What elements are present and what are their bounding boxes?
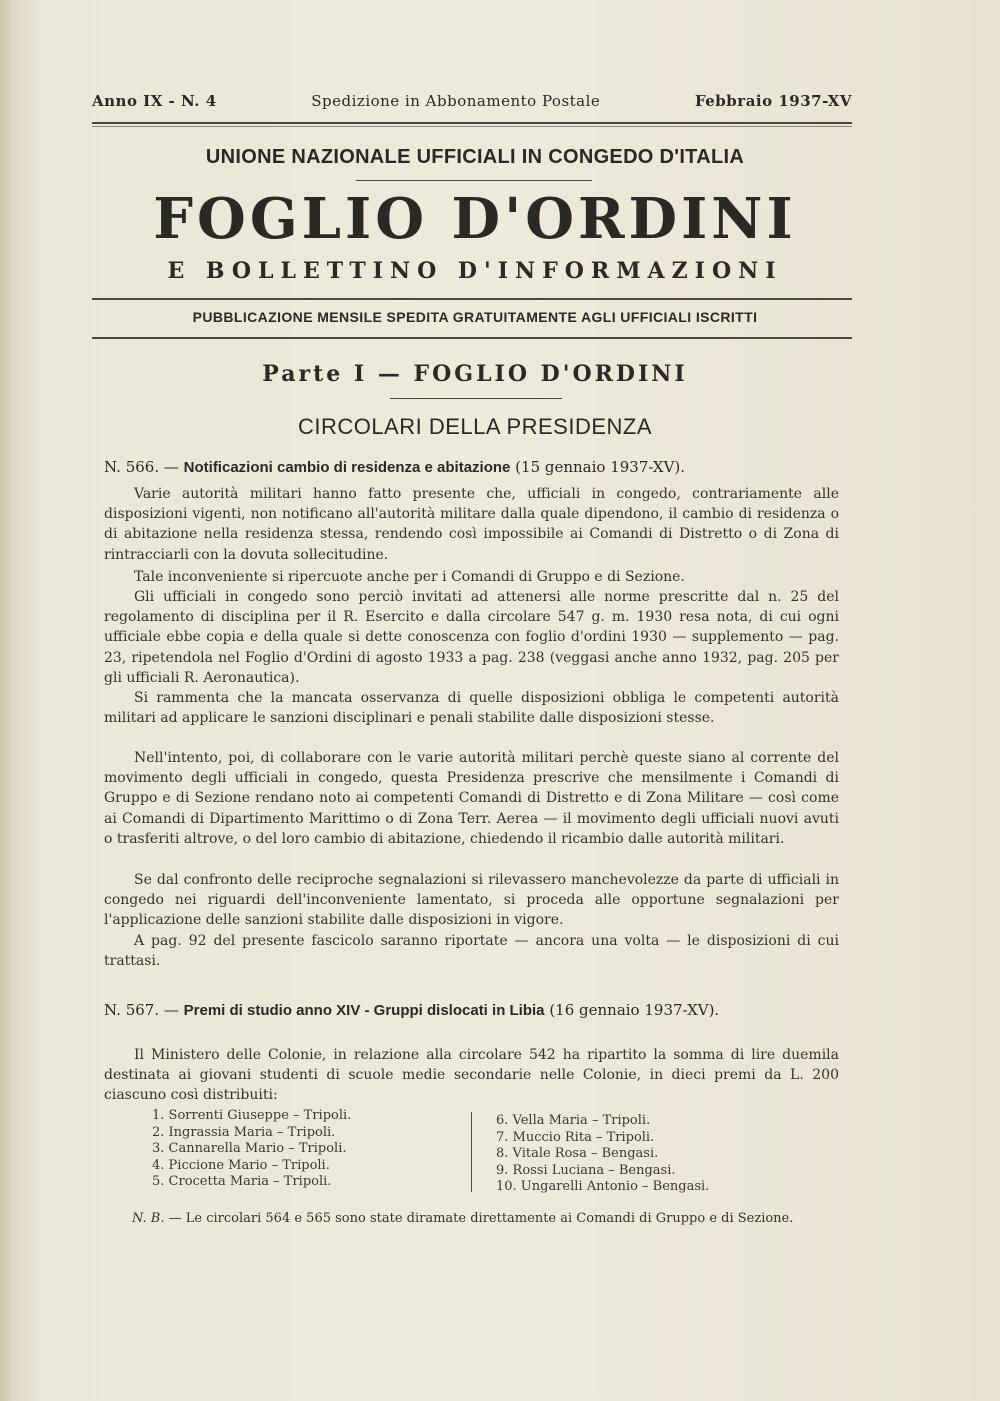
circular-567-heading — [104, 1000, 839, 1021]
shipping-note: Spedizione in Abbonamento Postale — [311, 92, 601, 110]
winners-list-left — [152, 1108, 351, 1191]
footnote-label: N. B. — — [132, 1211, 182, 1226]
circular-566-paragraph: Gli ufficiali in congedo sono perciò invitati ad attenersi alle norme prescritte dal n. 25 del regolamento di disciplina per il R. Esercito e dalla circolare 547 g. m. 1930 resa nota, di cui ogni ufficiale ebbe copia e della quale si dette conoscenza con foglio d'ordini 1930 — supplemento — pag. 23, ripetendola nel Foglio d'Ordini di agosto 1933 a pag. 238 (veggasi anche anno 1932, pag. 205 per gli ufficiali R. Aeronautica). — [104, 589, 839, 686]
subtitle-rule — [92, 298, 852, 300]
section-title: CIRCOLARI DELLA PRESIDENZA — [297, 414, 653, 439]
masthead-subtitle: E BOLLETTINO D'INFORMAZIONI — [167, 258, 783, 284]
part-title: Parte I — FOGLIO D'ORDINI — [262, 361, 688, 387]
masthead-title: FOGLIO D'ORDINI — [153, 186, 797, 252]
footnote-text: Le circolari 564 e 565 sono state diramate direttamente ai Comandi di Gruppo e di Sezione. — [185, 1211, 794, 1226]
footnote — [104, 1210, 839, 1227]
org-underline — [356, 180, 592, 181]
circular-566-subject: Notificazioni cambio di residenza e abitazione — [183, 459, 511, 476]
page-edge-shadow — [0, 0, 12, 1401]
circular-566-paragraph: Varie autorità militari hanno fatto presente che, ufficiali in congedo, contrariamente alle disposizioni vigenti, non notificano all'autorità militare dalla quale dipendono, il cambio di residenza o di abitazione nella residenza stessa, rendendo così impossibile ai Comandi di Distretto o di Zona di rintracciarli con la dovuta sollecitudine. — [104, 486, 839, 563]
circular-566-paragraph: A pag. 92 del presente fascicolo saranno riportate — ancora una volta — le disposizioni di cui trattasi. — [104, 933, 839, 970]
circular-566-paragraph: Nell'intento, poi, di collaborare con le varie autorità militari perchè queste siano al corrente del movimento degli ufficiali in congedo, questa Presidenza prescrive che mensilmente i Comandi di Gruppo e di Sezione rendano noto ai competenti Comandi di Distretto e di Zona Militare — così come ai Comandi di Dipartimento Marittimo o di Zona Terr. Aerea — il movimento degli ufficiali nuovi avuti o trasferiti altrove, o del loro cambio di abitazione, chiedendo il ricambio dalle autorità militari. — [104, 750, 839, 847]
list-divider — [471, 1112, 472, 1192]
list-item: 1. Sorrenti Giuseppe – Tripoli. — [152, 1108, 352, 1123]
circular-567-number: N. 567. — — [104, 1001, 179, 1019]
list-item: 6. Vella Maria – Tripoli. — [496, 1113, 651, 1128]
list-item: 9. Rossi Luciana – Bengasi. — [496, 1162, 676, 1178]
circular-566-paragraph: Si rammenta che la mancata osservanza di quelle disposizioni obbliga le competenti autorità militari ad applicare le sanzioni disciplinari e penali stabilite dalle disposizioni stesse. — [104, 690, 839, 727]
circular-567-subject: Premi di studio anno XIV - Gruppi dislocati in Libia — [183, 1002, 545, 1019]
top-rule-thin — [92, 126, 852, 127]
masthead-tagline: PUBBLICAZIONE MENSILE SPEDITA GRATUITAMENTE AGLI UFFICIALI ISCRITTI — [192, 309, 758, 325]
tagline-rule — [92, 337, 852, 339]
circular-567-date: (16 gennaio 1937-XV). — [549, 1001, 720, 1019]
list-item: 5. Crocetta Maria – Tripoli. — [152, 1174, 332, 1189]
part-underline — [390, 398, 562, 399]
list-item: 4. Piccione Mario – Tripoli. — [152, 1157, 330, 1173]
issue-date: Febbraio 1937-XV — [694, 92, 852, 110]
masthead-topline — [92, 92, 852, 110]
circular-567-paragraph: Il Ministero delle Colonie, in relazione alla circolare 542 ha ripartito la somma di lire duemila destinata ai giovani studenti di scuole medie secondarie nelle Colonie, in dieci premi da L. 200 ciascuno così distribuiti: — [104, 1047, 839, 1104]
issue-number: Anno IX - N. 4 — [92, 92, 217, 110]
list-item: 10. Ungarelli Antonio – Bengasi. — [496, 1179, 710, 1194]
list-item: 3. Cannarella Mario – Tripoli. — [152, 1141, 347, 1156]
circular-566-heading — [104, 457, 839, 478]
list-item: 7. Muccio Rita – Tripoli. — [496, 1129, 655, 1145]
circular-566-paragraph: Tale inconveniente si ripercuote anche per i Comandi di Gruppo e di Sezione. — [134, 569, 685, 585]
list-item: 8. Vitale Rosa – Bengasi. — [496, 1146, 659, 1161]
circular-566-date: (15 gennaio 1937-XV). — [515, 458, 686, 476]
list-item: 2. Ingrassia Maria – Tripoli. — [152, 1124, 336, 1140]
circular-566-number: N. 566. — — [104, 458, 179, 476]
circular-566-paragraph: Se dal confronto delle reciproche segnalazioni si rilevassero manchevolezze da parte di ufficiali in congedo nei riguardi dell'inconveniente lamentato, si proceda alle opportune segnalazioni per l'applicazione delle sanzioni stabilite dalle disposizioni in vigore. — [104, 872, 839, 929]
top-rule — [92, 122, 852, 124]
organization-name: UNIONE NAZIONALE UFFICIALI IN CONGEDO D'ITALIA — [205, 146, 745, 168]
winners-list-right — [496, 1113, 709, 1196]
